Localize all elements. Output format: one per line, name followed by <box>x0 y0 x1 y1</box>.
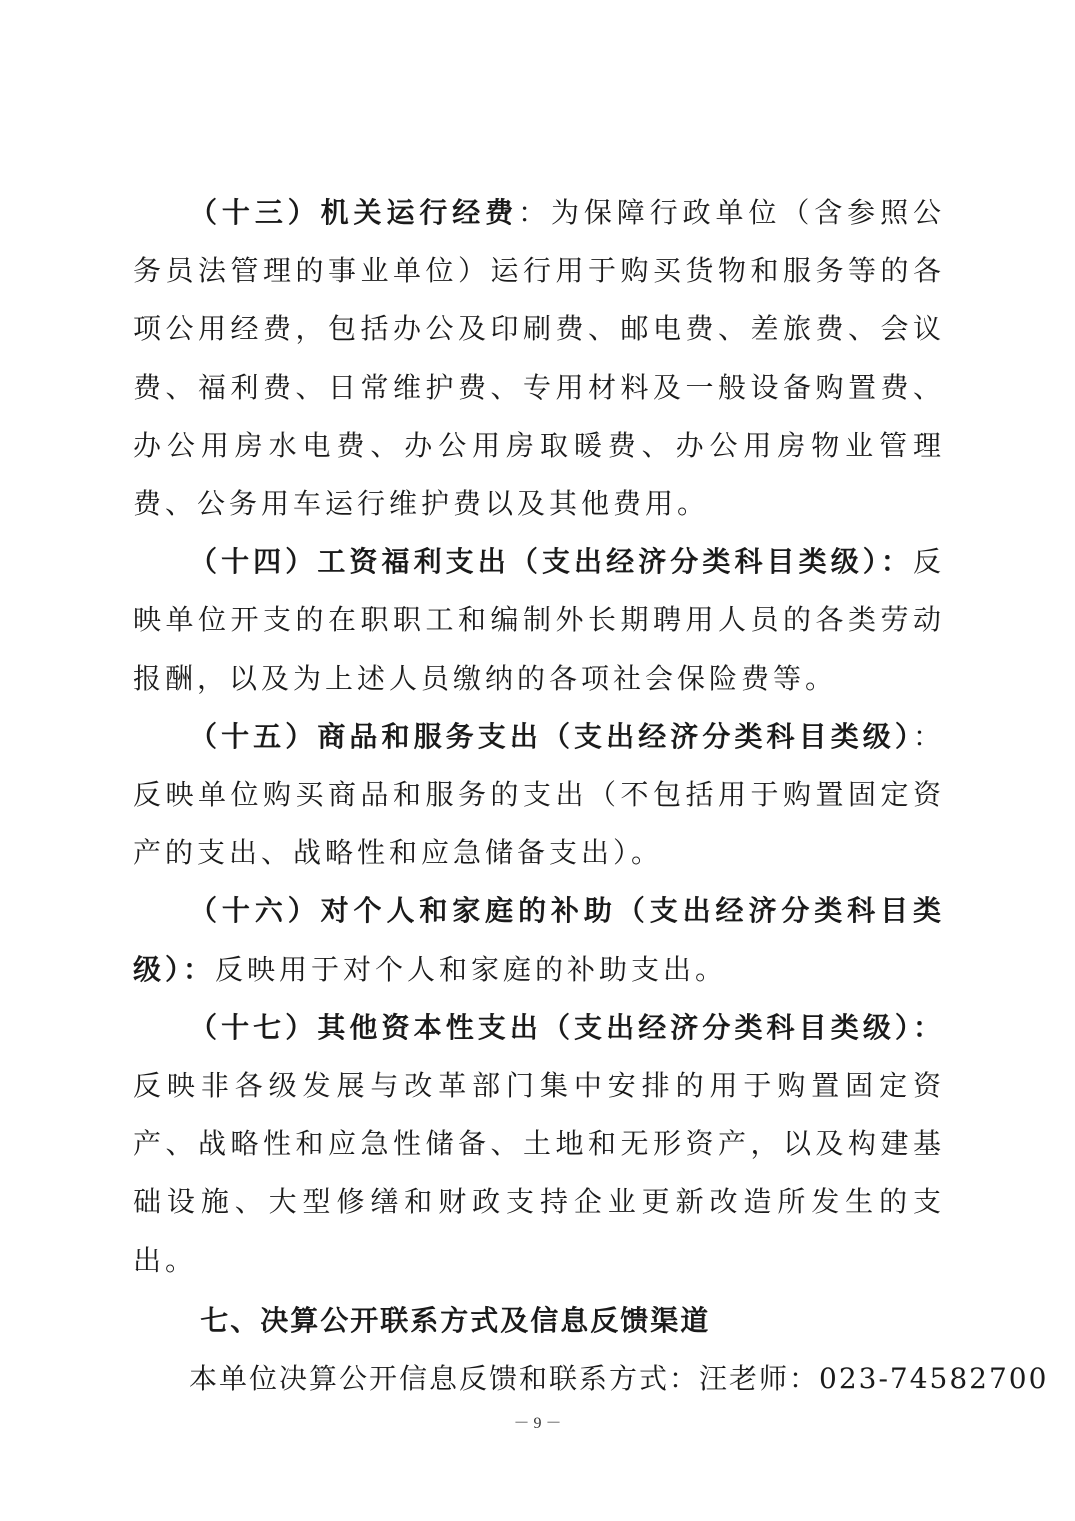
term-16: （十六）对个人和家庭的补助（支出经济分类科目类级）： <box>133 894 945 986</box>
paragraph-13 <box>133 184 945 533</box>
paragraph-17 <box>133 999 945 1290</box>
page-number: － 9 － <box>513 1415 562 1432</box>
term-17: （十七）其他资本性支出（支出经济分类科目类级）： <box>189 1010 945 1044</box>
paragraph-14 <box>133 533 945 708</box>
definition-17: 反映非各级发展与改革部门集中安排的用于购置固定资产、战略性和应急性储备、土地和无形资产，以及构建基础设施、大型修缮和财政支持企业更新改造所发生的支出。 <box>133 1069 945 1277</box>
term-15: （十五）商品和服务支出（支出经济分类科目类级） <box>189 719 913 753</box>
document-body <box>133 184 1049 1408</box>
paragraph-16 <box>133 882 945 998</box>
term-14: （十四）工资福利支出（支出经济分类科目类级）： <box>189 545 913 579</box>
term-13: （十三）机关运行经费 <box>189 196 519 229</box>
contact-info: 本单位决算公开信息反馈和联系方式：汪老师：023-74582700 <box>189 1361 1049 1395</box>
definition-13: ：为保障行政单位（含参照公务员法管理的事业单位）运行用于购买货物和服务等的各项公用经费，包括办公及印刷费、邮电费、差旅费、会议费、福利费、日常维护费、专用材料及一般设备购置费、办公用房水电费、办公用房取暖费、办公用房物业管理费、公务用车运行维护费以及其他费用。 <box>133 196 945 521</box>
definition-16: 反映用于对个人和家庭的补助支出。 <box>215 952 728 986</box>
section-heading: 七、决算公开联系方式及信息反馈渠道 <box>200 1303 711 1337</box>
definition-14: 反映单位开支的在职职工和编制外长期聘用人员的各类劳动报酬，以及为上述人员缴纳的各项社会保险费等。 <box>133 545 945 695</box>
paragraph-15 <box>133 708 945 883</box>
definition-15: ：反映单位购买商品和服务的支出（不包括用于购置固定资产的支出、战略性和应急储备支出）。 <box>133 719 945 870</box>
